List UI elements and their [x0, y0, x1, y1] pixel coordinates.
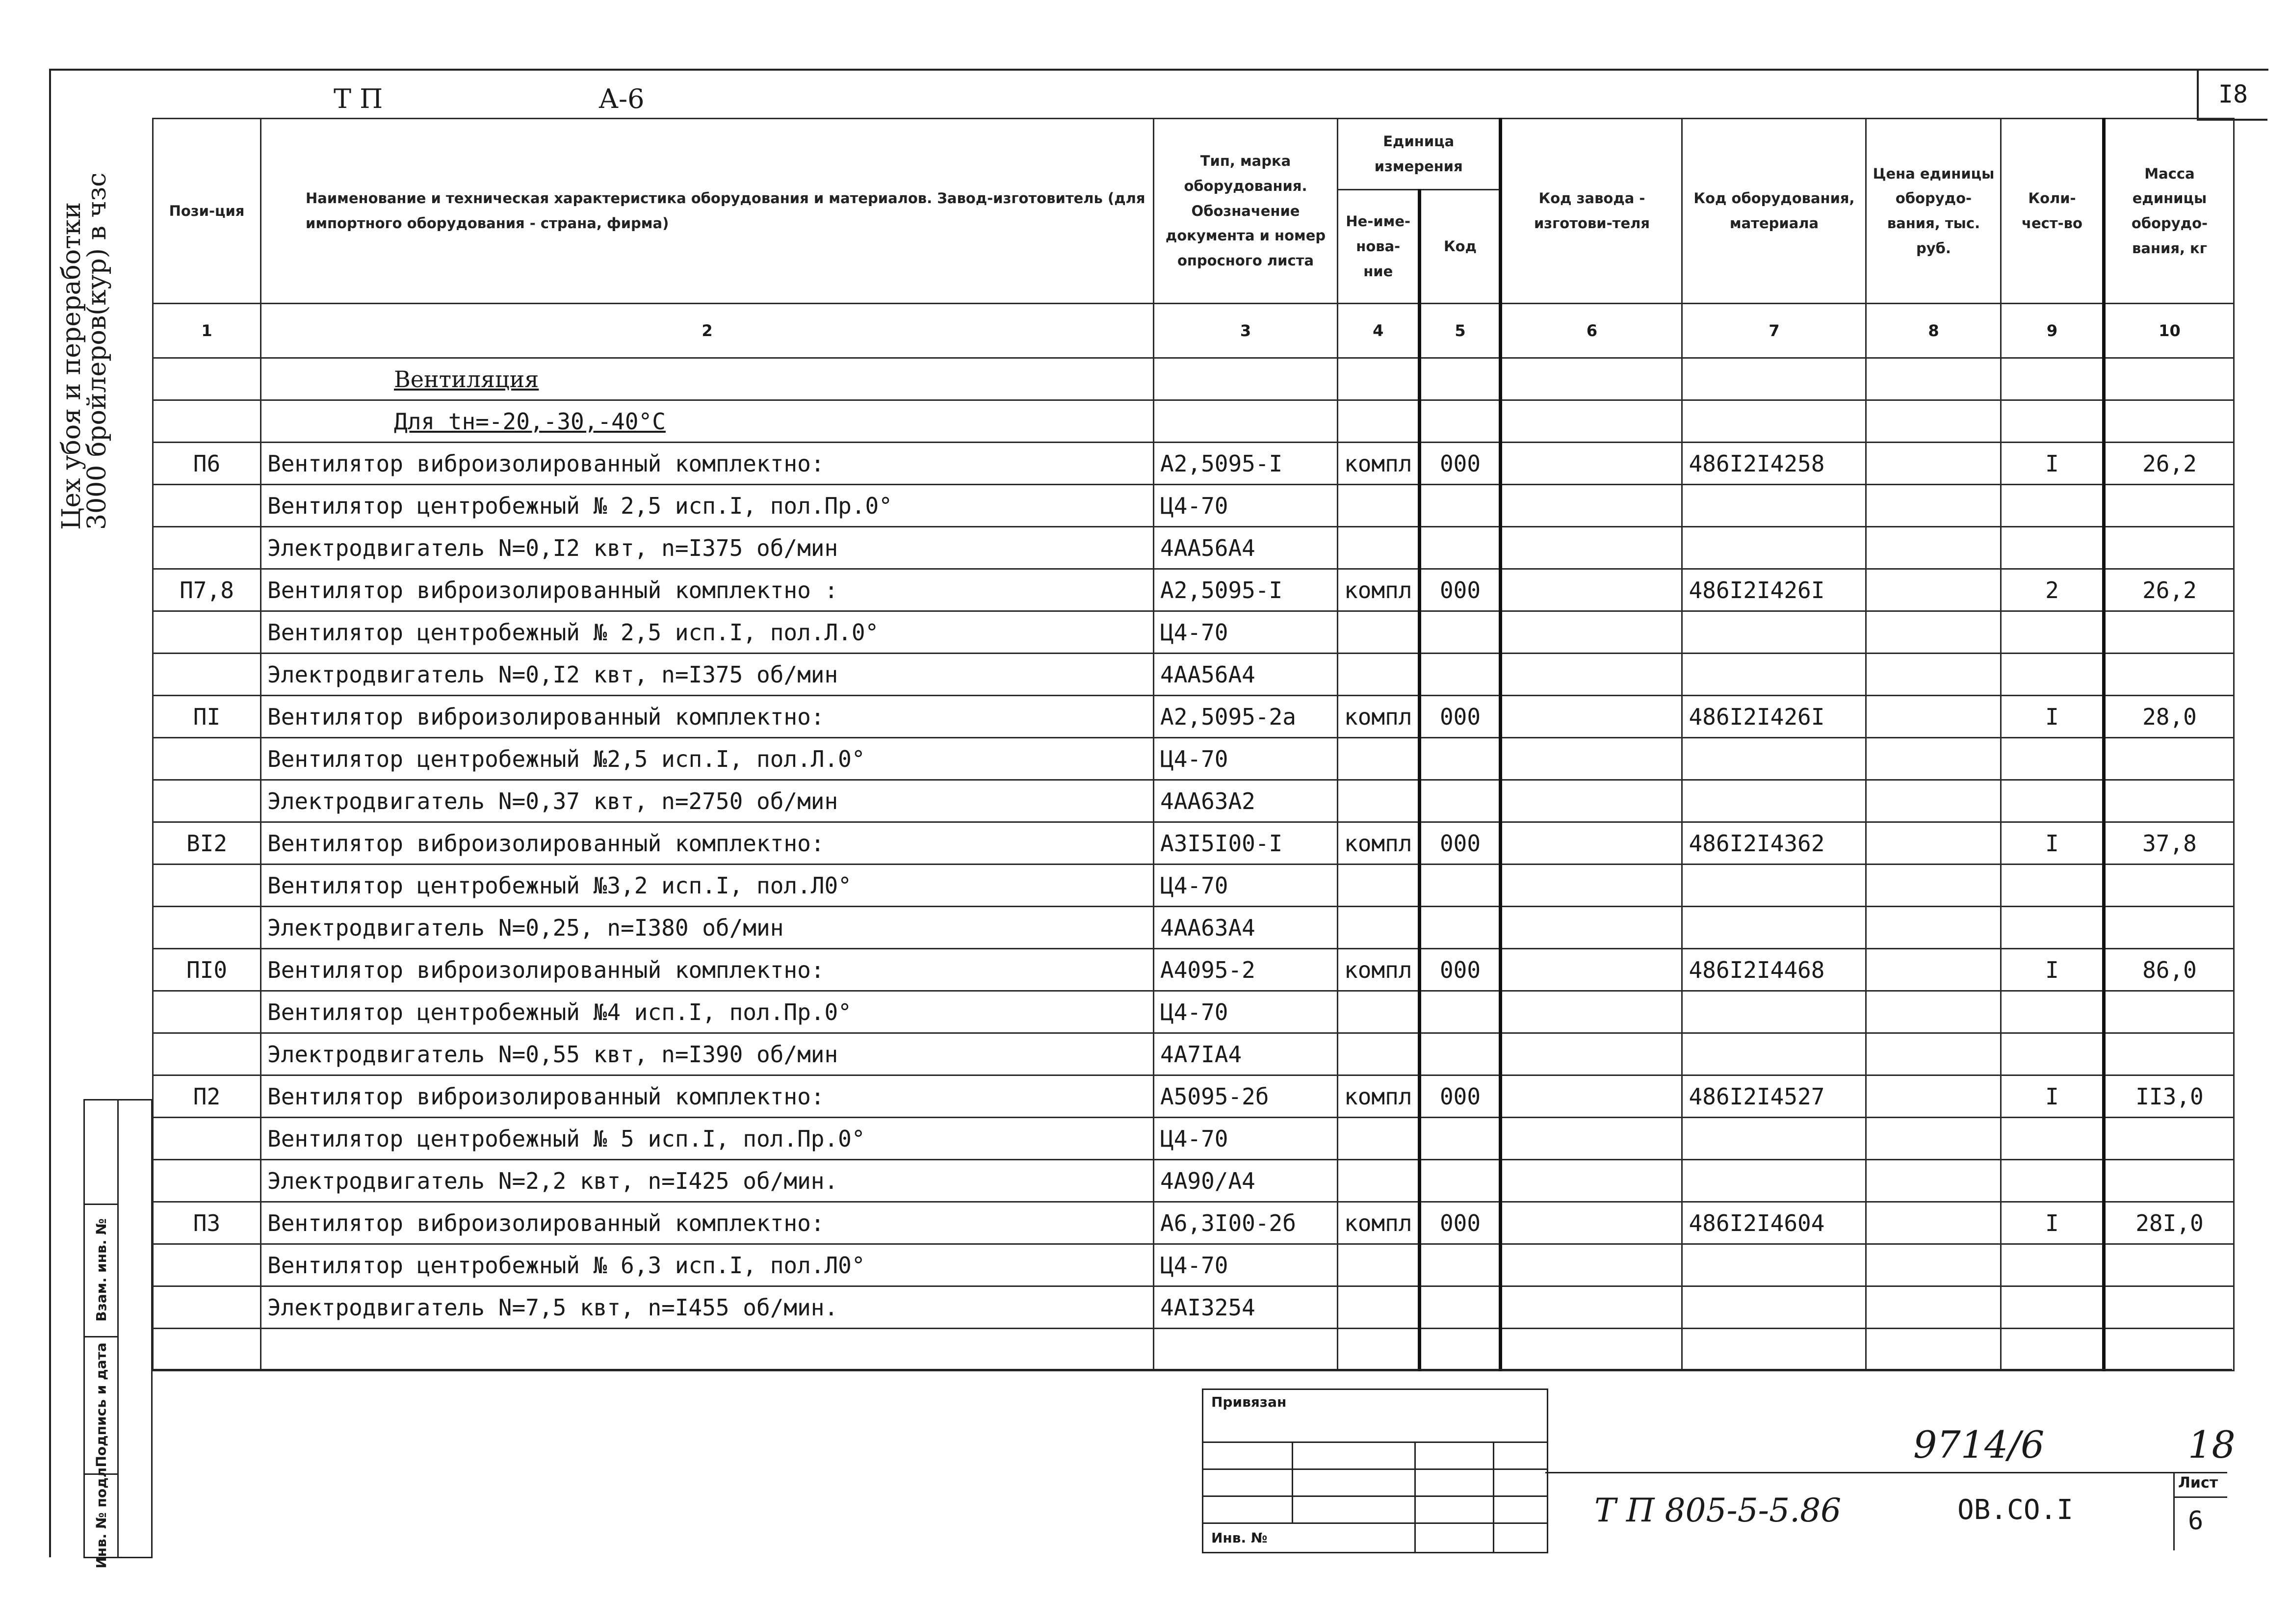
row-unit-code	[1420, 1286, 1501, 1329]
stamp-attached-label: Привязан	[1211, 1394, 1287, 1410]
row-position: ПI0	[153, 949, 261, 991]
row-mass: 37,8	[2104, 822, 2234, 864]
col-number: 4	[1338, 304, 1420, 358]
col-header-quantity: Коли-чест-во	[2001, 119, 2104, 304]
row-plant-code	[1501, 1118, 1682, 1160]
row-position: П3	[153, 1202, 261, 1244]
row-unit-name	[1338, 1160, 1420, 1202]
row-equipment-code: 486I2I4604	[1682, 1202, 1866, 1244]
row-quantity	[2001, 485, 2104, 527]
row-unit-name	[1338, 1244, 1420, 1286]
row-plant-code	[1501, 696, 1682, 738]
title-block-top-line	[1545, 1472, 2227, 1473]
specification-table	[152, 118, 2235, 1371]
row-price	[1866, 1244, 2001, 1286]
row-quantity	[2001, 1118, 2104, 1160]
row-quantity	[2001, 780, 2104, 822]
col-number: 2	[261, 304, 1154, 358]
row-quantity	[2001, 1286, 2104, 1329]
row-price	[1866, 991, 2001, 1033]
row-unit-name: компл	[1338, 1202, 1420, 1244]
row-mass	[2104, 1033, 2234, 1075]
row-mass	[2104, 738, 2234, 780]
row-equipment-code	[1682, 527, 1866, 569]
row-model: 4АА63А4	[1154, 907, 1338, 949]
row-plant-code	[1501, 1286, 1682, 1329]
row-price	[1866, 822, 2001, 864]
col-header-position: Пози-ция	[153, 119, 261, 304]
row-name: Электродвигатель N=7,5 квт, n=I455 об/мин.	[261, 1286, 1154, 1329]
row-unit-name: компл	[1338, 1075, 1420, 1118]
document-section: ОВ.СО.I	[1957, 1494, 2074, 1526]
row-model: 4А90/А4	[1154, 1160, 1338, 1202]
row-price	[1866, 485, 2001, 527]
row-equipment-code	[1682, 611, 1866, 654]
row-quantity	[2001, 527, 2104, 569]
row-mass	[2104, 864, 2234, 907]
row-quantity	[2001, 907, 2104, 949]
col-header-plant-code: Код завода - изготови-теля	[1501, 119, 1682, 304]
row-equipment-code	[1682, 1286, 1866, 1329]
row-name: Вентилятор виброизолированный комплектно:	[261, 1075, 1154, 1118]
col-number: 1	[153, 304, 261, 358]
col-header-unit-name: Не-име-нова-ние	[1338, 190, 1420, 304]
row-price	[1866, 949, 2001, 991]
row-unit-code	[1420, 485, 1501, 527]
row-unit-name	[1338, 864, 1420, 907]
row-unit-name	[1338, 485, 1420, 527]
row-unit-code	[1420, 1033, 1501, 1075]
col-number: 8	[1866, 304, 2001, 358]
table-row	[153, 1118, 2234, 1160]
row-mass: 26,2	[2104, 443, 2234, 485]
row-model: Ц4-70	[1154, 485, 1338, 527]
row-mass	[2104, 611, 2234, 654]
row-quantity: I	[2001, 822, 2104, 864]
col-number: 7	[1682, 304, 1866, 358]
row-equipment-code: 486I2I4258	[1682, 443, 1866, 485]
col-header-mass: Масса единицы оборудо-вания, кг	[2104, 119, 2234, 304]
row-plant-code	[1501, 822, 1682, 864]
row-unit-code	[1420, 1160, 1501, 1202]
row-model: 4АА56А4	[1154, 654, 1338, 696]
table-row	[153, 738, 2234, 780]
row-name: Вентилятор виброизолированный комплектно :	[261, 569, 1154, 611]
section-subtitle: Для tн=-20,-30,-40°С	[261, 400, 1154, 443]
row-plant-code	[1501, 569, 1682, 611]
row-model: Ц4-70	[1154, 738, 1338, 780]
row-unit-code: 000	[1420, 1202, 1501, 1244]
row-unit-code: 000	[1420, 1075, 1501, 1118]
title-block-sheet-divider	[2173, 1472, 2175, 1550]
row-equipment-code	[1682, 738, 1866, 780]
row-unit-name: компл	[1338, 822, 1420, 864]
row-equipment-code	[1682, 485, 1866, 527]
row-position	[153, 1286, 261, 1329]
row-name: Вентилятор виброизолированный комплектно:	[261, 1202, 1154, 1244]
row-unit-code: 000	[1420, 822, 1501, 864]
side-caption-line2: 3000 бройлеров(кур) в чзс	[82, 172, 112, 530]
row-quantity	[2001, 991, 2104, 1033]
table-row	[153, 654, 2234, 696]
row-unit-name	[1338, 611, 1420, 654]
row-model: Ц4-70	[1154, 611, 1338, 654]
row-unit-name	[1338, 1286, 1420, 1329]
col-header-type: Тип, марка оборудования. Обозначение документа и номер опросного листа	[1154, 119, 1338, 304]
table-row	[153, 949, 2234, 991]
col-header-unit: Единица измерения	[1338, 119, 1501, 190]
row-unit-code: 000	[1420, 696, 1501, 738]
side-caption-line1: Цех убоя и переработки	[57, 202, 86, 530]
row-plant-code	[1501, 991, 1682, 1033]
row-mass	[2104, 780, 2234, 822]
row-equipment-code	[1682, 654, 1866, 696]
row-unit-code	[1420, 527, 1501, 569]
row-model: А2,5095-I	[1154, 569, 1338, 611]
row-quantity: I	[2001, 1202, 2104, 1244]
row-equipment-code	[1682, 1118, 1866, 1160]
row-unit-name: компл	[1338, 949, 1420, 991]
row-mass	[2104, 991, 2234, 1033]
row-unit-code: 000	[1420, 443, 1501, 485]
table-row	[153, 907, 2234, 949]
row-plant-code	[1501, 1160, 1682, 1202]
table-row	[153, 443, 2234, 485]
row-equipment-code: 486I2I426I	[1682, 696, 1866, 738]
row-equipment-code	[1682, 907, 1866, 949]
row-position	[153, 485, 261, 527]
row-model: А4095-2	[1154, 949, 1338, 991]
row-position	[153, 654, 261, 696]
col-number: 3	[1154, 304, 1338, 358]
row-price	[1866, 527, 2001, 569]
row-unit-code	[1420, 991, 1501, 1033]
row-name: Вентилятор виброизолированный комплектно:	[261, 822, 1154, 864]
row-plant-code	[1501, 443, 1682, 485]
row-position	[153, 1160, 261, 1202]
row-model: 4АI3254	[1154, 1286, 1338, 1329]
handwritten-sheet: 18	[2188, 1423, 2236, 1467]
row-equipment-code	[1682, 991, 1866, 1033]
table-row	[153, 527, 2234, 569]
row-position	[153, 907, 261, 949]
row-unit-code	[1420, 1118, 1501, 1160]
col-header-name: Наименование и техническая характеристика оборудования и материалов. Завод-изготовитель (для импортного оборудования - страна, фирма)	[261, 119, 1154, 304]
row-position: П2	[153, 1075, 261, 1118]
row-unit-code	[1420, 907, 1501, 949]
row-name: Электродвигатель N=2,2 квт, n=I425 об/мин.	[261, 1160, 1154, 1202]
row-mass: 28,0	[2104, 696, 2234, 738]
table-row	[153, 1075, 2234, 1118]
row-plant-code	[1501, 864, 1682, 907]
row-unit-code	[1420, 864, 1501, 907]
row-mass	[2104, 485, 2234, 527]
col-header-unit-code: Код	[1420, 190, 1501, 304]
row-equipment-code	[1682, 780, 1866, 822]
row-position	[153, 1118, 261, 1160]
row-plant-code	[1501, 485, 1682, 527]
row-position	[153, 780, 261, 822]
row-name: Вентилятор центробежный № 2,5 исп.I, пол.Пр.0°	[261, 485, 1154, 527]
row-plant-code	[1501, 1075, 1682, 1118]
row-name: Электродвигатель N=0,55 квт, n=I390 об/мин	[261, 1033, 1154, 1075]
row-position: ВI2	[153, 822, 261, 864]
row-quantity	[2001, 1244, 2104, 1286]
table-row	[153, 1033, 2234, 1075]
header-album: А-6	[599, 83, 645, 114]
row-price	[1866, 1033, 2001, 1075]
row-unit-name	[1338, 907, 1420, 949]
row-quantity: I	[2001, 696, 2104, 738]
row-name: Вентилятор виброизолированный комплектно:	[261, 949, 1154, 991]
bottom-divider	[152, 1369, 2232, 1370]
row-name: Вентилятор центробежный №4 исп.I, пол.Пр.0°	[261, 991, 1154, 1033]
side-stamp-replaced-inv: Взам. инв. №	[93, 1218, 109, 1322]
row-name: Вентилятор центробежный №2,5 исп.I, пол.Л.0°	[261, 738, 1154, 780]
row-mass	[2104, 1160, 2234, 1202]
row-equipment-code	[1682, 864, 1866, 907]
row-price	[1866, 1075, 2001, 1118]
row-unit-name: компл	[1338, 569, 1420, 611]
row-equipment-code	[1682, 1244, 1866, 1286]
row-quantity: I	[2001, 949, 2104, 991]
side-stamp-signature-date: Подпись и дата	[93, 1342, 109, 1467]
attachment-stamp	[1202, 1388, 1548, 1553]
row-price	[1866, 907, 2001, 949]
row-unit-name	[1338, 738, 1420, 780]
row-quantity	[2001, 1033, 2104, 1075]
row-position	[153, 1033, 261, 1075]
row-plant-code	[1501, 907, 1682, 949]
row-position	[153, 864, 261, 907]
col-header-price: Цена единицы оборудо-вания, тыс. руб.	[1866, 119, 2001, 304]
row-equipment-code	[1682, 1160, 1866, 1202]
row-plant-code	[1501, 949, 1682, 991]
row-unit-name	[1338, 527, 1420, 569]
side-stamp-original-inv: Инв. № подл.	[93, 1462, 109, 1569]
row-price	[1866, 780, 2001, 822]
table-row	[153, 1202, 2234, 1244]
row-name: Вентилятор центробежный № 6,3 исп.I, пол.Л0°	[261, 1244, 1154, 1286]
row-price	[1866, 611, 2001, 654]
table-row	[153, 1160, 2234, 1202]
row-plant-code	[1501, 527, 1682, 569]
row-price	[1866, 864, 2001, 907]
row-plant-code	[1501, 1033, 1682, 1075]
row-name: Вентилятор центробежный № 5 исп.I, пол.Пр.0°	[261, 1118, 1154, 1160]
row-name: Электродвигатель N=0,37 квт, n=2750 об/мин	[261, 780, 1154, 822]
row-name: Электродвигатель N=0,25, n=I380 об/мин	[261, 907, 1154, 949]
table-row	[153, 485, 2234, 527]
row-quantity	[2001, 738, 2104, 780]
row-quantity: 2	[2001, 569, 2104, 611]
table-row	[153, 780, 2234, 822]
row-name: Вентилятор центробежный №3,2 исп.I, пол.Л0°	[261, 864, 1154, 907]
row-unit-code	[1420, 780, 1501, 822]
row-name: Электродвигатель N=0,I2 квт, n=I375 об/мин	[261, 527, 1154, 569]
row-price	[1866, 1202, 2001, 1244]
row-position	[153, 1244, 261, 1286]
col-number: 5	[1420, 304, 1501, 358]
side-stamp	[83, 1099, 153, 1569]
row-quantity	[2001, 654, 2104, 696]
row-unit-name: компл	[1338, 443, 1420, 485]
header-series: Т П	[334, 83, 383, 114]
table-row	[153, 569, 2234, 611]
table-row	[153, 696, 2234, 738]
row-mass: II3,0	[2104, 1075, 2234, 1118]
row-position	[153, 991, 261, 1033]
row-price	[1866, 569, 2001, 611]
row-unit-code: 000	[1420, 949, 1501, 991]
row-unit-name	[1338, 991, 1420, 1033]
row-price	[1866, 654, 2001, 696]
row-model: А2,5095-2а	[1154, 696, 1338, 738]
row-price	[1866, 1160, 2001, 1202]
corner-sheet-number: I8	[2197, 70, 2267, 121]
stamp-inv-label: Инв. №	[1211, 1530, 1268, 1546]
row-unit-name	[1338, 1033, 1420, 1075]
row-equipment-code	[1682, 1033, 1866, 1075]
row-model: 4АА56А4	[1154, 527, 1338, 569]
row-model: 4АА63А2	[1154, 780, 1338, 822]
row-quantity: I	[2001, 443, 2104, 485]
row-model: А2,5095-I	[1154, 443, 1338, 485]
row-quantity: I	[2001, 1075, 2104, 1118]
row-price	[1866, 696, 2001, 738]
row-price	[1866, 1118, 2001, 1160]
row-unit-name	[1338, 654, 1420, 696]
row-plant-code	[1501, 654, 1682, 696]
table-row	[153, 611, 2234, 654]
title-block-sheet-line	[2173, 1496, 2227, 1498]
row-position: П6	[153, 443, 261, 485]
row-equipment-code: 486I2I426I	[1682, 569, 1866, 611]
row-model: А6,3I00-2б	[1154, 1202, 1338, 1244]
row-price	[1866, 1286, 2001, 1329]
row-price	[1866, 738, 2001, 780]
row-mass	[2104, 654, 2234, 696]
row-unit-name	[1338, 1118, 1420, 1160]
sheet-number: 6	[2188, 1506, 2204, 1536]
row-name: Электродвигатель N=0,I2 квт, n=I375 об/мин	[261, 654, 1154, 696]
table-row	[153, 1244, 2234, 1286]
row-name: Вентилятор центробежный № 2,5 исп.I, пол.Л.0°	[261, 611, 1154, 654]
table-row	[153, 864, 2234, 907]
table-row	[153, 822, 2234, 864]
row-unit-name	[1338, 780, 1420, 822]
row-mass: 86,0	[2104, 949, 2234, 991]
row-plant-code	[1501, 738, 1682, 780]
row-unit-code: 000	[1420, 569, 1501, 611]
row-model: Ц4-70	[1154, 1244, 1338, 1286]
col-number: 9	[2001, 304, 2104, 358]
section-title: Вентиляция	[261, 358, 1154, 400]
table-row	[153, 991, 2234, 1033]
row-plant-code	[1501, 780, 1682, 822]
row-quantity	[2001, 1160, 2104, 1202]
row-model: 4А7IА4	[1154, 1033, 1338, 1075]
row-unit-code	[1420, 1244, 1501, 1286]
row-position	[153, 527, 261, 569]
row-unit-name: компл	[1338, 696, 1420, 738]
row-mass	[2104, 1244, 2234, 1286]
col-number: 6	[1501, 304, 1682, 358]
row-equipment-code: 486I2I4527	[1682, 1075, 1866, 1118]
row-quantity	[2001, 611, 2104, 654]
side-caption	[59, 173, 110, 530]
row-position	[153, 611, 261, 654]
row-mass	[2104, 907, 2234, 949]
row-mass: 28I,0	[2104, 1202, 2234, 1244]
handwritten-number: 9714/6	[1913, 1423, 2045, 1467]
col-header-equipment-code: Код оборудования, материала	[1682, 119, 1866, 304]
table-row	[153, 1286, 2234, 1329]
row-quantity	[2001, 864, 2104, 907]
row-equipment-code: 486I2I4362	[1682, 822, 1866, 864]
row-name: Вентилятор виброизолированный комплектно:	[261, 696, 1154, 738]
row-model: Ц4-70	[1154, 1118, 1338, 1160]
row-model: Ц4-70	[1154, 864, 1338, 907]
sheet-label: Лист	[2178, 1474, 2218, 1492]
col-number: 10	[2104, 304, 2234, 358]
row-mass: 26,2	[2104, 569, 2234, 611]
row-unit-code	[1420, 611, 1501, 654]
row-plant-code	[1501, 1244, 1682, 1286]
row-model: А5095-2б	[1154, 1075, 1338, 1118]
row-unit-code	[1420, 738, 1501, 780]
row-equipment-code: 486I2I4468	[1682, 949, 1866, 991]
row-model: А3I5I00-I	[1154, 822, 1338, 864]
row-mass	[2104, 1118, 2234, 1160]
row-mass	[2104, 527, 2234, 569]
row-plant-code	[1501, 1202, 1682, 1244]
row-position: П7,8	[153, 569, 261, 611]
row-mass	[2104, 1286, 2234, 1329]
row-name: Вентилятор виброизолированный комплектно:	[261, 443, 1154, 485]
row-model: Ц4-70	[1154, 991, 1338, 1033]
row-position: ПI	[153, 696, 261, 738]
row-price	[1866, 443, 2001, 485]
row-plant-code	[1501, 611, 1682, 654]
row-position	[153, 738, 261, 780]
row-unit-code	[1420, 654, 1501, 696]
document-code: Т П 805-5-5.86	[1594, 1492, 1842, 1529]
